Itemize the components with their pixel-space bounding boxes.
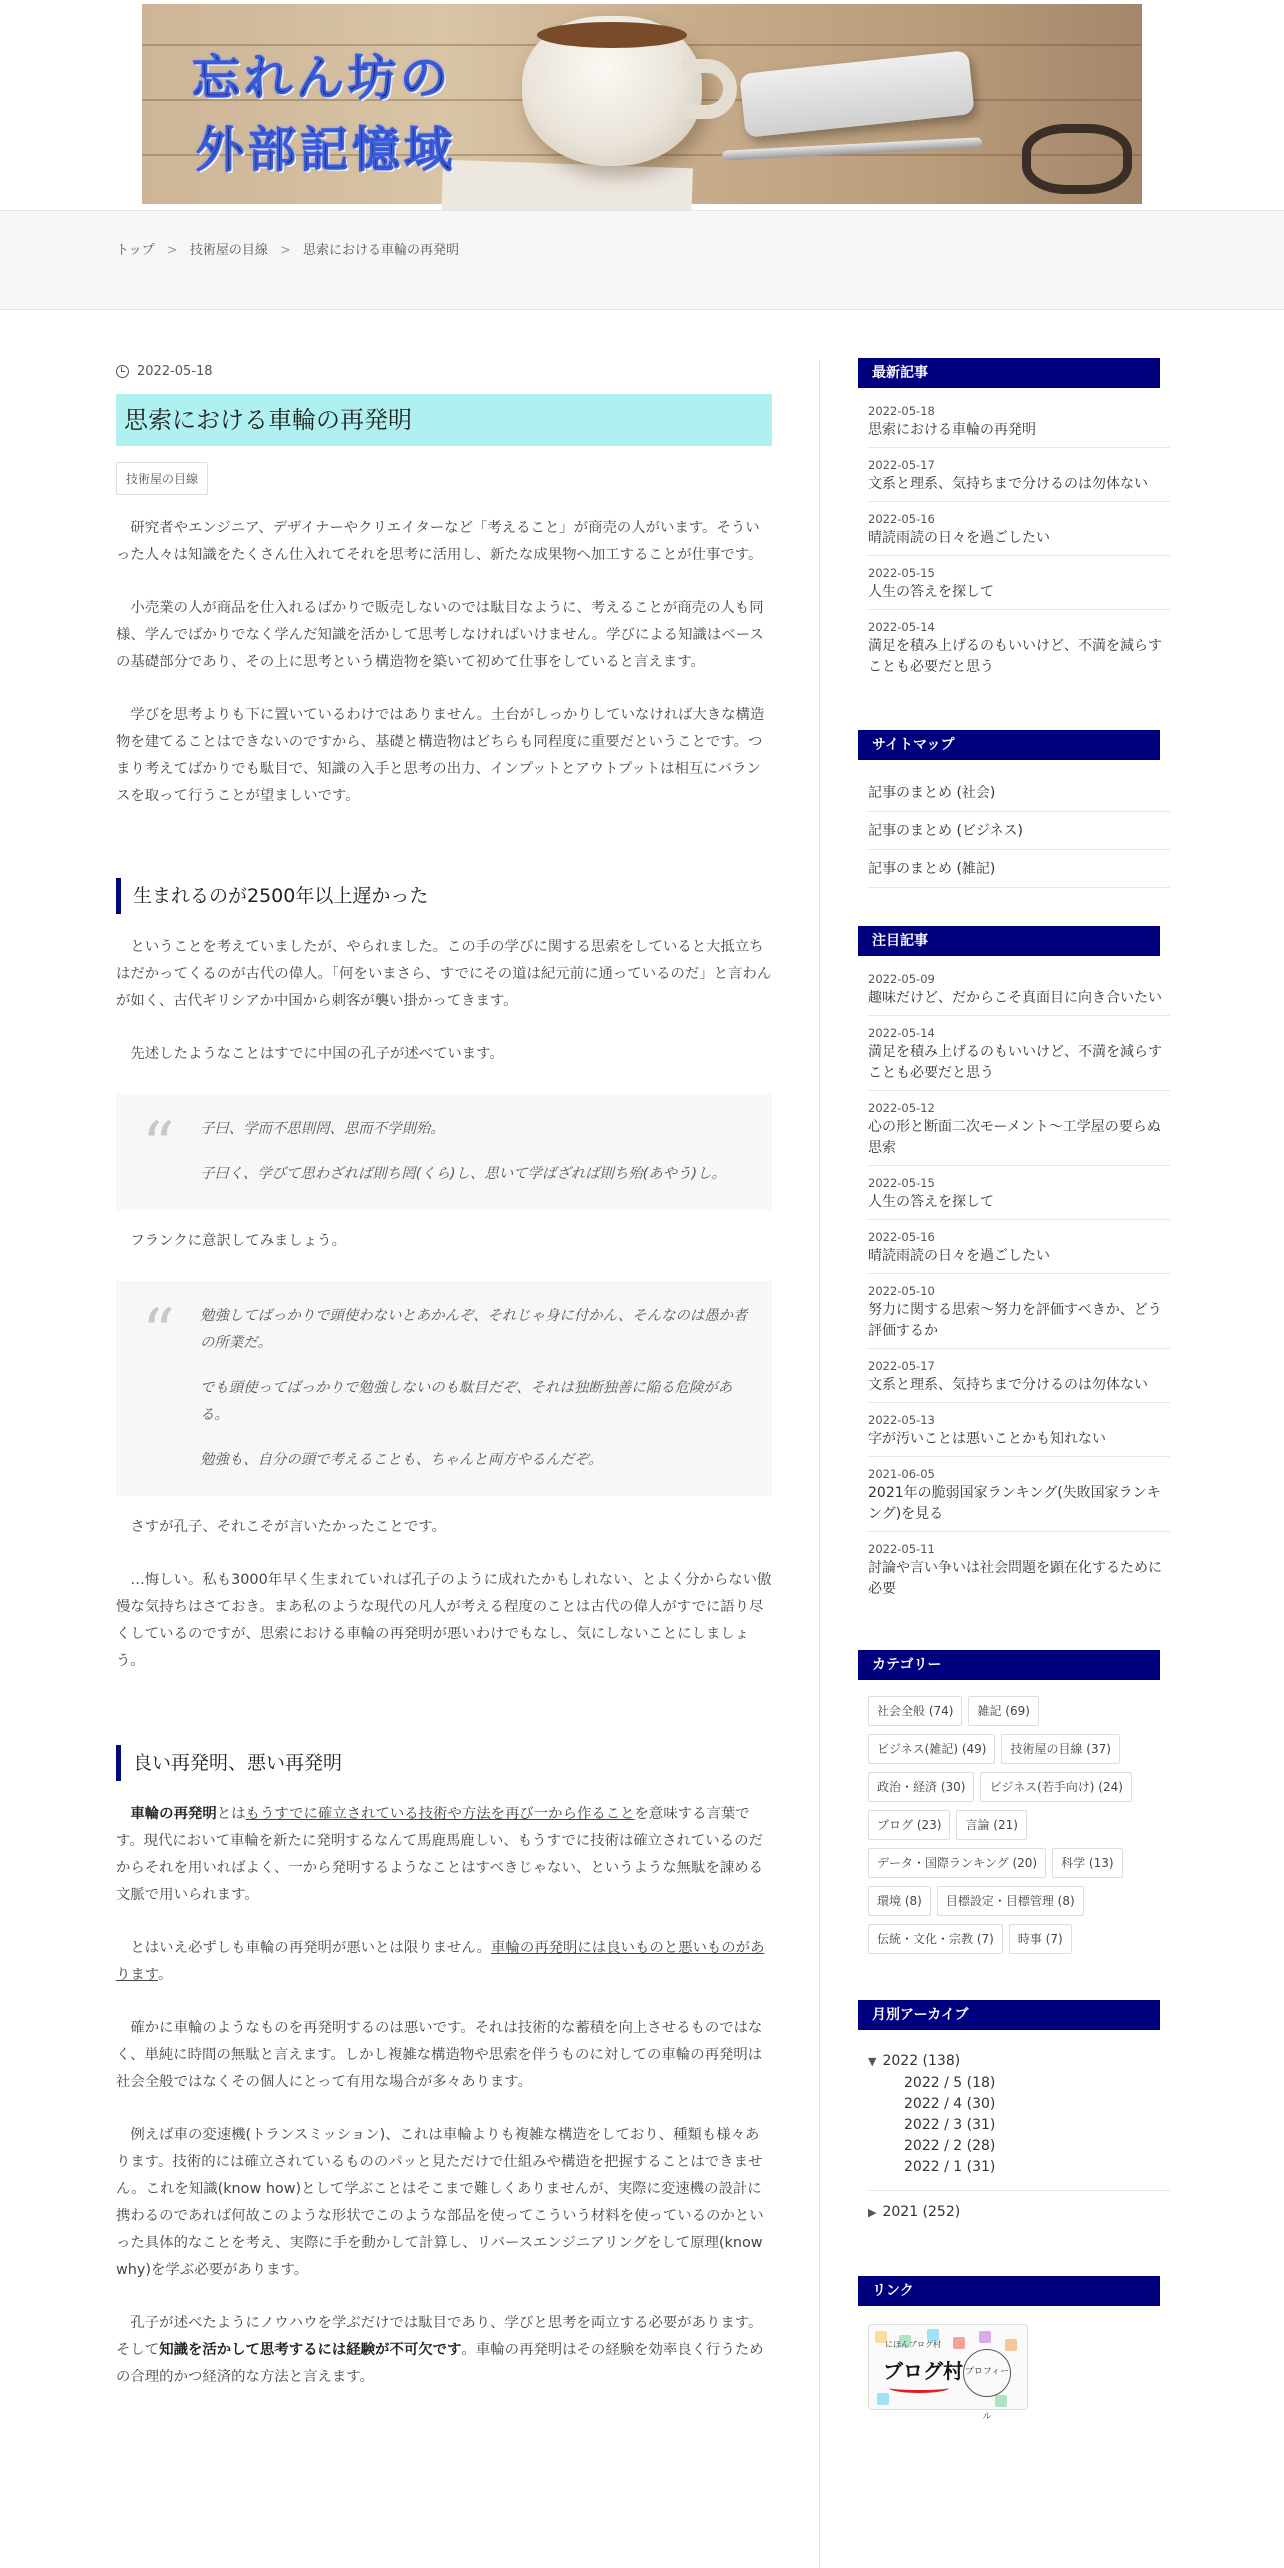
category-tag[interactable]: 伝統・文化・宗教 (7) bbox=[868, 1924, 1003, 1954]
article-body bbox=[116, 515, 772, 2391]
featured-post-item[interactable] bbox=[868, 970, 1170, 1016]
site-logo[interactable] bbox=[192, 42, 456, 186]
site-logo-line1: 忘れん坊の bbox=[192, 50, 453, 106]
text-span: 。 bbox=[158, 1967, 173, 1983]
post-item-title[interactable]: 文系と理系、気持ちまで分けるのは勿体ない bbox=[868, 476, 1148, 492]
archive-tree bbox=[858, 2050, 1170, 2224]
blogmura-logo: ブログ村 bbox=[883, 2359, 963, 2383]
recent-post-item[interactable] bbox=[868, 610, 1170, 684]
text-span: 。車輪の再発明はその経験を効率良く行うための合理的かつ経済的な方法と言えます。 bbox=[116, 2342, 764, 2385]
featured-post-item[interactable] bbox=[868, 1220, 1170, 1274]
category-tag[interactable]: 社会全般 (74) bbox=[868, 1696, 962, 1726]
sitemap-link[interactable]: 記事のまとめ (社会) bbox=[868, 774, 1170, 812]
recent-post-list bbox=[858, 402, 1170, 684]
archive-month-link[interactable]: 2022 / 4 (30) bbox=[904, 2096, 996, 2112]
blogmura-caption: にほんブログ村 bbox=[885, 2340, 941, 2349]
paragraph: フランクに意訳してみましょう。 bbox=[130, 1233, 346, 1249]
widget-categories bbox=[858, 1650, 1170, 1954]
quote-mark-icon: “ bbox=[142, 1109, 175, 1183]
widget-title: 最新記事 bbox=[858, 358, 1160, 388]
post-item-date: 2022-05-13 bbox=[868, 1413, 935, 1427]
banner-pen bbox=[722, 137, 982, 161]
archive-month-link[interactable]: 2022 / 2 (28) bbox=[904, 2138, 996, 2154]
featured-post-item[interactable] bbox=[868, 1091, 1170, 1166]
featured-post-item[interactable] bbox=[868, 1532, 1170, 1606]
post-item-date: 2022-05-14 bbox=[868, 620, 935, 634]
paragraph bbox=[116, 2310, 772, 2391]
sitemap-list bbox=[858, 774, 1170, 888]
recent-post-item[interactable] bbox=[868, 556, 1170, 610]
blogmura-profile-button[interactable]: プロフィール bbox=[963, 2349, 1011, 2397]
post-item-date: 2022-05-17 bbox=[868, 1359, 935, 1373]
post-date-text: 2022-05-18 bbox=[137, 363, 213, 379]
text-span: とはいえ必ずしも車輪の再発明が悪いとは限りません。 bbox=[130, 1940, 492, 1956]
category-tag[interactable]: 環境 (8) bbox=[868, 1886, 931, 1916]
category-tag[interactable]: 政治・経済 (30) bbox=[868, 1772, 974, 1802]
sitemap-link[interactable]: 記事のまとめ (雑記) bbox=[868, 850, 1170, 888]
widget-title: リンク bbox=[858, 2276, 1160, 2306]
quote-line: 子曰、学而不思則罔、思而不学則殆。 bbox=[200, 1121, 445, 1137]
breadcrumb-separator: > bbox=[166, 243, 178, 258]
site-logo-line2: 外部記憶域 bbox=[196, 122, 457, 178]
post-item-date: 2022-05-18 bbox=[868, 404, 935, 418]
recent-post-item[interactable] bbox=[868, 448, 1170, 502]
header-banner-image[interactable] bbox=[142, 4, 1142, 204]
post-item-title[interactable]: 人生の答えを探して bbox=[868, 1194, 994, 1210]
post-item-date: 2021-06-05 bbox=[868, 1467, 935, 1481]
recent-post-item[interactable] bbox=[868, 402, 1170, 448]
post-item-date: 2022-05-14 bbox=[868, 1026, 935, 1040]
category-tag[interactable]: データ・国際ランキング (20) bbox=[868, 1848, 1046, 1878]
post-item-title[interactable]: 心の形と断面二次モーメント〜工学屋の要らぬ思索 bbox=[868, 1119, 1161, 1156]
blockquote bbox=[116, 1281, 772, 1496]
post-item-title[interactable]: 晴読雨読の日々を過ごしたい bbox=[868, 530, 1050, 546]
breadcrumb-separator: > bbox=[279, 243, 291, 258]
expanded-triangle-icon[interactable]: ▼ bbox=[868, 2055, 877, 2068]
category-tag[interactable]: 時事 (7) bbox=[1009, 1924, 1072, 1954]
widget-sitemap bbox=[858, 730, 1170, 888]
post-item-date: 2022-05-17 bbox=[868, 458, 935, 472]
post-item-title[interactable]: 字が汚いことは悪いことかも知れない bbox=[868, 1431, 1106, 1447]
sidebar-divider bbox=[819, 360, 820, 2568]
featured-post-item[interactable] bbox=[868, 1166, 1170, 1220]
post-item-title[interactable]: 晴読雨読の日々を過ごしたい bbox=[868, 1248, 1050, 1264]
text-span: を意味する言葉です。現代において車輪を新たに発明するなんて馬鹿馬鹿しい、もうすでに技術は確立されているのだからそれを用いればよく、一から発明するようなことはすべきじゃない、というような無駄を諌める文脈で用いられます。 bbox=[116, 1806, 764, 1903]
category-tag[interactable]: ブログ (23) bbox=[868, 1810, 950, 1840]
paragraph: 小売業の人が商品を仕入れるばかりで販売しないのでは駄目なように、考えることが商売の人も同様、学んでばかりでなく学んだ知識を活かして思考しなければいけません。学びによる知識はベースの基礎部分であり、その上に思考という構造物を築いて初めて仕事をしていると言えます。 bbox=[116, 600, 764, 670]
archive-year-label[interactable]: 2021 (252) bbox=[882, 2204, 961, 2220]
site-header bbox=[0, 0, 1284, 210]
featured-post-item[interactable] bbox=[868, 1457, 1170, 1532]
breadcrumb-band bbox=[0, 210, 1284, 310]
featured-post-list bbox=[858, 970, 1170, 1606]
paragraph: 確かに車輪のようなものを再発明するのは悪いです。それは技術的な蓄積を向上させるものではなく、単純に時間の無駄と言えます。しかし複雑な構造物や思索を伴うものに対しての車輪の再発明は社会全般ではなくその個人にとって有用な場合が多々あります。 bbox=[116, 2020, 763, 2090]
paragraph bbox=[116, 1935, 772, 1989]
post-item-date: 2022-05-16 bbox=[868, 1230, 935, 1244]
section-heading: 良い再発明、悪い再発明 bbox=[116, 1745, 772, 1781]
clock-icon bbox=[116, 365, 129, 378]
post-item-title[interactable]: 人生の答えを探して bbox=[868, 584, 994, 600]
bold-text: 知識を活かして思考するには経験が不可欠です bbox=[159, 2342, 462, 2358]
post-item-title[interactable]: 満足を積み上げるのもいいけど、不満を減らすことも必要だと思う bbox=[868, 638, 1162, 675]
post-date bbox=[116, 360, 772, 382]
paragraph: 例えば車の変速機(トランスミッション)、これは車輪よりも複雑な構造をしており、種類も様々あります。技術的には確立されているもののパッと見ただけで仕組みや構造を把握することはできません。これを知識(know how)として学ぶことはそこまで難しくありませんが、実際に変速機の設計に携わるのであれば何故このような形状でこのような部品を使ってこういう材料を使っているのかといった具体的なことを考え、実際に手を動かして計算し、リバースエンジニアリングをして原理(know why)を学ぶ必要があります。 bbox=[116, 2127, 764, 2278]
widget-title: サイトマップ bbox=[858, 730, 1160, 760]
archive-months bbox=[868, 2073, 1170, 2178]
underlined-text: もうすでに確立されている技術や方法を再び一から作ること bbox=[245, 1806, 635, 1822]
widget-title: 月別アーカイブ bbox=[858, 2000, 1160, 2030]
post-item-date: 2022-05-15 bbox=[868, 1176, 935, 1190]
text-span: とは bbox=[216, 1806, 246, 1822]
archive-year-2021[interactable] bbox=[868, 2190, 1170, 2224]
post-category-tag[interactable]: 技術屋の目線 bbox=[116, 462, 208, 495]
featured-post-item[interactable] bbox=[868, 1349, 1170, 1403]
post-item-title[interactable]: 文系と理系、気持ちまで分けるのは勿体ない bbox=[868, 1377, 1148, 1393]
post-title: 思索における車輪の再発明 bbox=[116, 394, 772, 446]
paragraph: ということを考えていましたが、やられました。この手の学びに関する思索をしていると大抵立ちはだかってくるのが古代の偉人。「何をいまさら、すでにその道は紀元前に通っているのだ」と言わんが如く、古代ギリシアか中国から刺客が襲い掛かってきます。 bbox=[116, 939, 772, 1009]
featured-post-item[interactable] bbox=[868, 1016, 1170, 1091]
breadcrumb-top-link[interactable]: トップ bbox=[116, 243, 155, 258]
sitemap-link[interactable]: 記事のまとめ (ビジネス) bbox=[868, 812, 1170, 850]
featured-post-item[interactable] bbox=[868, 1403, 1170, 1457]
quote-line: 勉強してばっかりで頭使わないとあかんぞ、それじゃ身に付かん、そんなのは愚か者の所業だ。 bbox=[200, 1308, 748, 1351]
archive-year-2022[interactable] bbox=[868, 2050, 1170, 2073]
blockquote bbox=[116, 1094, 772, 1210]
text-span: 孔子が述べたようにノウハウを学ぶだけでは駄目であり、学びと思考を両立する必要があります。そして bbox=[116, 2315, 763, 2358]
featured-post-item[interactable] bbox=[868, 1274, 1170, 1349]
widget-recent-posts bbox=[858, 358, 1170, 684]
post-item-title[interactable]: 趣味だけど、だからこそ真面目に向き合いたい bbox=[868, 990, 1162, 1006]
banner-coffee bbox=[537, 22, 687, 48]
paragraph: さすが孔子、それこそが言いたかったことです。 bbox=[130, 1519, 446, 1535]
category-tag[interactable]: 科学 (13) bbox=[1052, 1848, 1122, 1878]
recent-post-item[interactable] bbox=[868, 502, 1170, 556]
paragraph: …悔しい。私も3000年早く生まれていれば孔子のように成れたかもしれない、とよく分からない傲慢な気持ちはさておき。まあ私のような現代の凡人が考える程度のことは古代の偉人がすでに語り尽くしているのですが、思索における車輪の再発明が悪いわけでもなし、気にしないことにしましょう。 bbox=[116, 1572, 772, 1669]
post-item-title[interactable]: 討論や言い争いは社会問題を顕在化するために必要 bbox=[868, 1560, 1162, 1597]
post-item-date: 2022-05-09 bbox=[868, 972, 935, 986]
widget-featured-posts bbox=[858, 926, 1170, 1606]
article bbox=[116, 360, 772, 2391]
archive-month-link[interactable]: 2022 / 1 (31) bbox=[904, 2159, 996, 2175]
post-item-date: 2022-05-11 bbox=[868, 1542, 935, 1556]
category-tag-cloud bbox=[858, 1696, 1170, 1954]
quote-line: 子曰く、学びて思わざれば則ち罔(くら)し、思いて学ばざれば則ち殆(あやう)し。 bbox=[200, 1166, 726, 1182]
post-item-title[interactable]: 満足を積み上げるのもいいけど、不満を減らすことも必要だと思う bbox=[868, 1044, 1162, 1081]
breadcrumb-current: 思索における車輪の再発明 bbox=[303, 243, 460, 258]
collapsed-triangle-icon[interactable]: ▶ bbox=[868, 2206, 877, 2219]
paragraph: 研究者やエンジニア、デザイナーやクリエイターなど「考えること」が商売の人がいます。そういった人々は知識をたくさん仕入れてそれを思考に活用し、新たな成果物へ加工することが仕事です。 bbox=[116, 520, 763, 563]
post-item-title[interactable]: 努力に関する思索～努力を評価すべきか、どう評価するか bbox=[868, 1302, 1162, 1339]
archive-month-link[interactable]: 2022 / 5 (18) bbox=[904, 2075, 996, 2091]
banner-cup-handle bbox=[682, 59, 737, 119]
widget-links bbox=[858, 2276, 1170, 2422]
paragraph bbox=[116, 1801, 772, 1909]
section-heading: 生まれるのが2500年以上遅かった bbox=[116, 878, 772, 914]
paragraph: 先述したようなことはすでに中国の孔子が述べています。 bbox=[130, 1046, 504, 1062]
category-tag[interactable]: ビジネス(若手向け) (24) bbox=[980, 1772, 1131, 1802]
category-tag[interactable]: 目標設定・目標管理 (8) bbox=[937, 1886, 1084, 1916]
blogmura-swoosh bbox=[889, 2383, 949, 2393]
archive-month-link[interactable]: 2022 / 3 (31) bbox=[904, 2117, 996, 2133]
post-item-date: 2022-05-15 bbox=[868, 566, 935, 580]
breadcrumb-category-link[interactable]: 技術屋の目線 bbox=[189, 243, 268, 258]
paragraph: 学びを思考よりも下に置いているわけではありません。土台がしっかりしていなければ大きな構造物を建てることはできないのですから、基礎と構造物はどちらも同程度に重要だということです。つまり考えてばかりでも駄目で、知識の入手と思考の出力、インプットとアウトプットは相互にバランスを取って行うことが望ましいです。 bbox=[116, 707, 765, 804]
underlined-text: 車輪の再発明には良いものと悪いものがあります bbox=[116, 1940, 765, 1983]
quote-line: 勉強も、自分の頭で考えることも、ちゃんと両方やるんだぞ。 bbox=[200, 1452, 603, 1468]
post-item-date: 2022-05-10 bbox=[868, 1284, 935, 1298]
post-item-title[interactable]: 2021年の脆弱国家ランキング(失敗国家ランキング)を見る bbox=[868, 1485, 1161, 1522]
banner-phone bbox=[739, 50, 974, 138]
widget-title: 注目記事 bbox=[858, 926, 1160, 956]
category-tag[interactable]: 技術屋の目線 (37) bbox=[1001, 1734, 1119, 1764]
category-tag[interactable]: 言論 (21) bbox=[956, 1810, 1026, 1840]
banner-glasses bbox=[1022, 124, 1132, 194]
post-item-title[interactable]: 思索における車輪の再発明 bbox=[868, 422, 1036, 438]
post-item-date: 2022-05-12 bbox=[868, 1101, 935, 1115]
blogmura-banner[interactable] bbox=[868, 2324, 1028, 2422]
post-item-date: 2022-05-16 bbox=[868, 512, 935, 526]
widget-title: カテゴリー bbox=[858, 1650, 1160, 1680]
category-tag[interactable]: 雑記 (69) bbox=[968, 1696, 1038, 1726]
breadcrumb bbox=[116, 239, 459, 258]
category-tag[interactable]: ビジネス(雑記) (49) bbox=[868, 1734, 995, 1764]
sidebar bbox=[858, 358, 1170, 2422]
bold-term: 車輪の再発明 bbox=[130, 1806, 217, 1822]
quote-mark-icon: “ bbox=[142, 1296, 175, 1370]
widget-archive bbox=[858, 2000, 1170, 2224]
archive-year-label[interactable]: 2022 (138) bbox=[882, 2053, 961, 2069]
quote-line: でも頭使ってばっかりで勉強しないのも駄目だぞ、それは独断独善に陥る危険がある。 bbox=[200, 1380, 733, 1423]
